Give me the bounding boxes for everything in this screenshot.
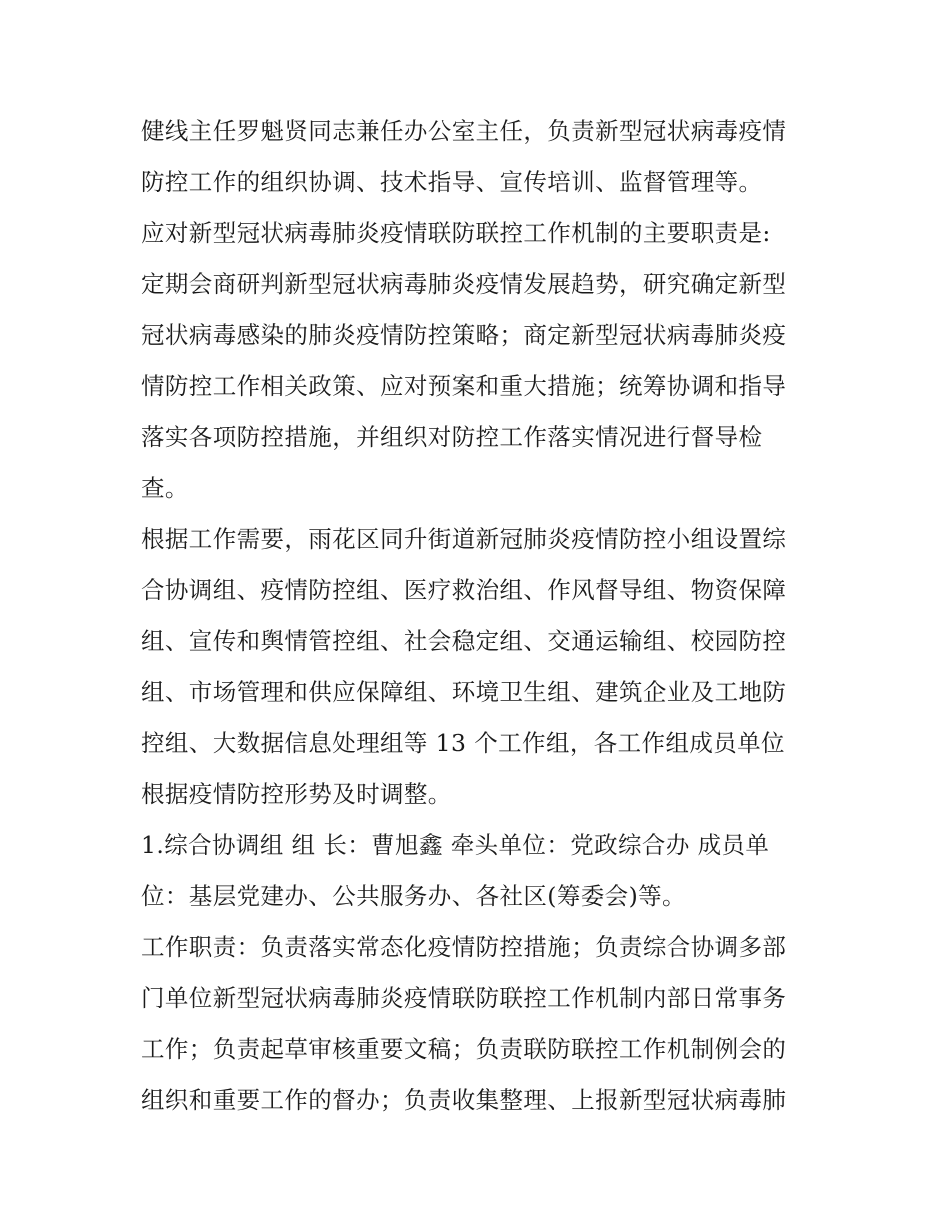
text-line: 根据疫情防控形势及时调整。 xyxy=(141,780,452,808)
text-line: 冠状病毒感染的肺炎疫情防控策略；商定新型冠状病毒肺炎疫 xyxy=(141,321,787,349)
text-line: 组织和重要工作的督办；负责收集整理、上报新型冠状病毒肺 xyxy=(141,1086,787,1114)
text-line: 位：基层党建办、公共服务办、各社区(筹委会)等。 xyxy=(141,882,686,910)
text-line: 组、宣传和舆情管控组、社会稳定组、交通运输组、校园防控 xyxy=(141,627,787,655)
text-line: 健线主任罗魁贤同志兼任办公室主任，负责新型冠状病毒疫情 xyxy=(141,117,787,145)
text-line: 工作；负责起草审核重要文稿；负责联防联控工作机制例会的 xyxy=(141,1035,787,1063)
text-line: 情防控工作相关政策、应对预案和重大措施；统筹协调和指导 xyxy=(141,372,787,400)
document-body xyxy=(141,106,821,1126)
text-line: 控组、大数据信息处理组等 13 个工作组，各工作组成员单位 xyxy=(141,729,785,757)
text-line: 工作职责：负责落实常态化疫情防控措施；负责综合协调多部 xyxy=(141,933,787,961)
text-line: 1.综合协调组 组 长：曹旭鑫 牵头单位：党政综合办 成员单 xyxy=(141,831,770,859)
text-line: 应对新型冠状病毒肺炎疫情联防联控工作机制的主要职责是: xyxy=(141,219,771,247)
text-line: 组、市场管理和供应保障组、环境卫生组、建筑企业及工地防 xyxy=(141,678,787,706)
text-line: 门单位新型冠状病毒肺炎疫情联防联控工作机制内部日常事务 xyxy=(141,984,787,1012)
text-line: 定期会商研判新型冠状病毒肺炎疫情发展趋势，研究确定新型 xyxy=(141,270,787,298)
text-line: 根据工作需要，雨花区同升街道新冠肺炎疫情防控小组设置综 xyxy=(141,525,787,553)
text-line: 落实各项防控措施，并组织对防控工作落实情况进行督导检 xyxy=(141,423,763,451)
text-line: 合协调组、疫情防控组、医疗救治组、作风督导组、物资保障 xyxy=(141,576,787,604)
text-line: 查。 xyxy=(141,474,189,502)
text-line: 防控工作的组织协调、技术指导、宣传培训、监督管理等。 xyxy=(141,168,763,196)
